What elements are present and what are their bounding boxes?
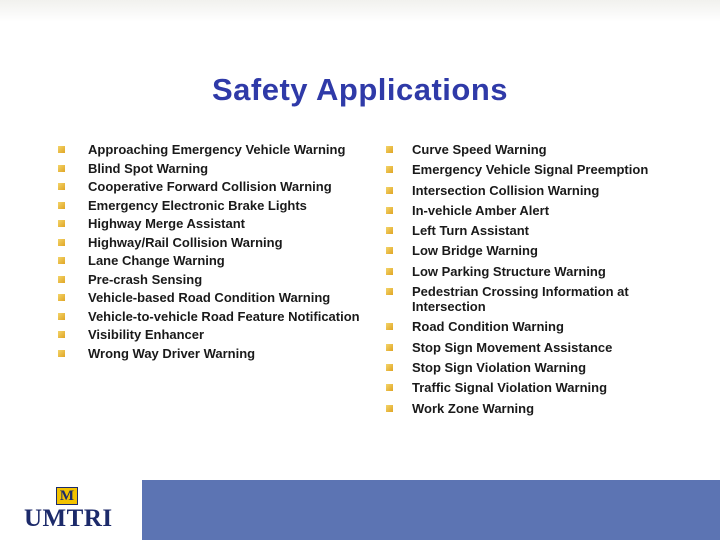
list-item <box>88 161 360 176</box>
list-item-label: Emergency Electronic Brake Lights <box>88 197 307 213</box>
list-item-label: Stop Sign Violation Warning <box>412 359 587 375</box>
list-item <box>412 223 692 238</box>
square-bullet-icon <box>58 202 65 209</box>
list-item <box>88 272 360 287</box>
list-item-label: Road Condition Warning <box>412 319 564 335</box>
list-item-label: Lane Change Warning <box>88 253 225 268</box>
list-item <box>412 142 692 157</box>
square-bullet-icon <box>58 220 65 227</box>
square-bullet-icon <box>386 166 393 173</box>
square-bullet-icon <box>58 239 65 246</box>
list-item-label: Intersection Collision Warning <box>412 182 600 198</box>
list-item <box>88 309 360 324</box>
list-item-label: Vehicle-based Road Condition Warning <box>88 290 331 305</box>
list-item-label: Emergency Vehicle Signal Preemption <box>412 162 649 178</box>
list-item-label: Left Turn Assistant <box>412 223 530 239</box>
square-bullet-icon <box>386 187 393 194</box>
slide-title: Safety Applications <box>211 72 509 107</box>
square-bullet-icon <box>58 183 65 190</box>
list-item <box>412 360 692 375</box>
square-bullet-icon <box>58 257 65 264</box>
list-item-label: Traffic Signal Violation Warning <box>412 380 608 396</box>
list-item <box>412 264 692 279</box>
square-bullet-icon <box>58 146 65 153</box>
list-item <box>88 198 360 213</box>
list-item <box>412 162 692 177</box>
list-item-label: Highway/Rail Collision Warning <box>88 234 283 250</box>
square-bullet-icon <box>386 344 393 351</box>
list-item <box>88 142 360 157</box>
list-item-label: In-vehicle Amber Alert <box>412 202 550 218</box>
list-item <box>88 179 360 194</box>
square-bullet-icon <box>386 268 393 275</box>
list-item-label: Curve Speed Warning <box>412 142 547 157</box>
list-item <box>412 203 692 218</box>
square-bullet-icon <box>386 384 393 391</box>
list-item-label: Stop Sign Movement Assistance <box>412 339 613 355</box>
square-bullet-icon <box>58 165 65 172</box>
square-bullet-icon <box>58 350 65 357</box>
list-item-label: Cooperative Forward Collision Warning <box>88 179 332 194</box>
block-m-logo-icon: M <box>56 487 78 505</box>
umtri-logo-text: UMTRI <box>24 505 113 532</box>
list-item-label: Work Zone Warning <box>412 400 535 416</box>
list-item <box>88 346 360 361</box>
top-band <box>0 0 720 22</box>
list-item <box>412 319 692 334</box>
list-item-label: Approaching Emergency Vehicle Warning <box>88 142 346 157</box>
square-bullet-icon <box>58 313 65 320</box>
list-item <box>412 243 692 258</box>
list-item <box>88 327 360 342</box>
list-item <box>412 183 692 198</box>
list-item <box>88 290 360 305</box>
list-item-label: Highway Merge Assistant <box>88 216 246 231</box>
left-application-list <box>88 142 360 364</box>
square-bullet-icon <box>58 331 65 338</box>
square-bullet-icon <box>386 247 393 254</box>
square-bullet-icon <box>58 276 65 283</box>
square-bullet-icon <box>386 364 393 371</box>
list-item-label: Visibility Enhancer <box>88 327 205 342</box>
square-bullet-icon <box>386 146 393 153</box>
list-item-label: Low Bridge Warning <box>412 243 538 259</box>
square-bullet-icon <box>58 294 65 301</box>
list-item-label: Vehicle-to-vehicle Road Feature Notification <box>88 308 360 324</box>
list-item <box>88 253 360 268</box>
square-bullet-icon <box>386 227 393 234</box>
list-item-label: Wrong Way Driver Warning <box>88 345 256 361</box>
list-item <box>412 401 692 416</box>
list-item-label: Pre-crash Sensing <box>88 271 203 287</box>
square-bullet-icon <box>386 288 393 295</box>
list-item <box>412 284 692 314</box>
list-item-label: Pedestrian Crossing Information at Intersection <box>412 284 629 315</box>
list-item <box>412 380 692 395</box>
list-item <box>412 340 692 355</box>
square-bullet-icon <box>386 405 393 412</box>
list-item <box>88 235 360 250</box>
list-item <box>88 216 360 231</box>
list-item-label: Blind Spot Warning <box>88 160 209 176</box>
right-application-list <box>412 142 692 421</box>
square-bullet-icon <box>386 207 393 214</box>
list-item-label: Low Parking Structure Warning <box>412 263 606 279</box>
square-bullet-icon <box>386 323 393 330</box>
